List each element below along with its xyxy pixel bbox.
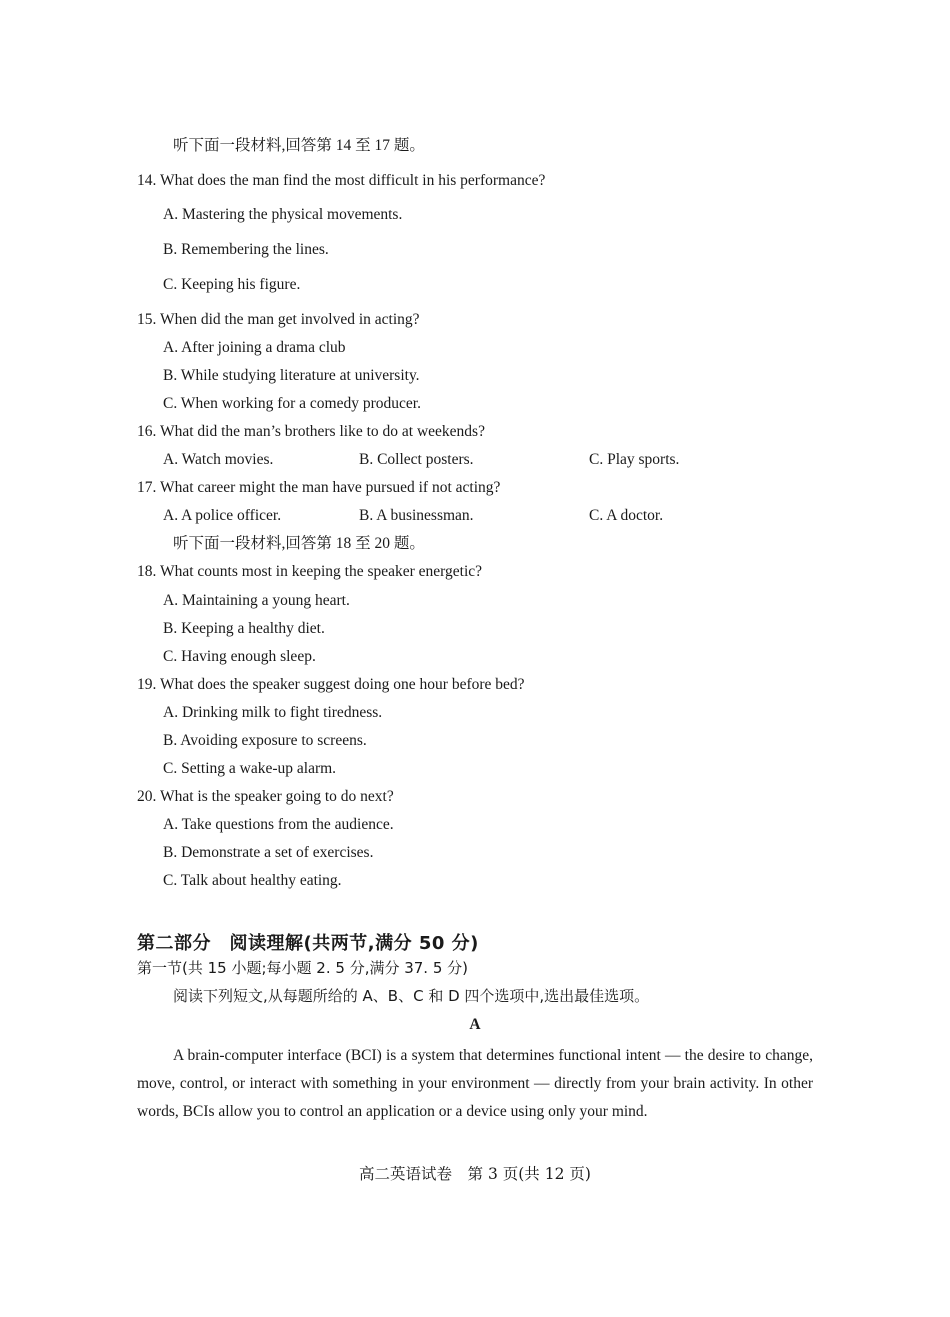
option-20-b: B. Demonstrate a set of exercises. [163, 844, 374, 861]
option-20-c: C. Talk about healthy eating. [163, 872, 342, 889]
question-14: 14. What does the man find the most difficult in his performance? [137, 172, 546, 189]
question-15: 15. When did the man get involved in acting? [137, 311, 420, 328]
section1-subtitle: 第一节(共 15 小题;每小题 2. 5 分,满分 37. 5 分) [137, 959, 469, 977]
option-16-b: B. Collect posters. [359, 451, 474, 468]
option-16-a: A. Watch movies. [163, 451, 274, 468]
option-18-a: A. Maintaining a young heart. [163, 592, 350, 609]
option-17-c: C. A doctor. [589, 507, 664, 524]
listening-intro-18-20: 听下面一段材料,回答第 18 至 20 题。 [173, 535, 425, 552]
question-20: 20. What is the speaker going to do next? [137, 788, 394, 805]
question-17: 17. What career might the man have pursued if not acting? [137, 479, 501, 496]
passage-label: A [469, 1016, 481, 1033]
option-15-c: C. When working for a comedy producer. [163, 395, 421, 412]
page-footer: 高二英语试卷 第 3 页(共 12 页) [359, 1165, 591, 1183]
part2-title: 第二部分 阅读理解(共两节,满分 50 分) [137, 933, 479, 954]
question-18: 18. What counts most in keeping the speaker energetic? [137, 563, 483, 580]
option-14-a: A. Mastering the physical movements. [163, 206, 403, 223]
option-17-a: A. A police officer. [163, 507, 282, 524]
option-19-a: A. Drinking milk to fight tiredness. [163, 704, 383, 721]
option-18-b: B. Keeping a healthy diet. [163, 620, 325, 637]
option-18-c: C. Having enough sleep. [163, 648, 316, 665]
option-19-b: B. Avoiding exposure to screens. [163, 732, 367, 749]
option-19-c: C. Setting a wake-up alarm. [163, 760, 337, 777]
option-14-b: B. Remembering the lines. [163, 241, 329, 258]
option-15-a: A. After joining a drama club [163, 339, 346, 356]
option-17-b: B. A businessman. [359, 507, 474, 524]
listening-intro-14-17: 听下面一段材料,回答第 14 至 17 题。 [173, 137, 425, 154]
option-15-b: B. While studying literature at university. [163, 367, 420, 384]
question-19: 19. What does the speaker suggest doing one hour before bed? [137, 676, 525, 693]
option-16-c: C. Play sports. [589, 451, 680, 468]
reading-instruction: 阅读下列短文,从每题所给的 A、B、C 和 D 四个选项中,选出最佳选项。 [173, 987, 650, 1005]
passage-paragraph: A brain-computer interface (BCI) is a system that determines functional intent — the desire to change, move, control, or interact with something in your environment — directly from your brain activity. In other words, BCIs allow you to control an application or a device using only your mind. [137, 1047, 813, 1121]
question-16: 16. What did the man’s brothers like to do at weekends? [137, 423, 485, 440]
option-20-a: A. Take questions from the audience. [163, 816, 394, 833]
option-14-c: C. Keeping his figure. [163, 276, 301, 293]
